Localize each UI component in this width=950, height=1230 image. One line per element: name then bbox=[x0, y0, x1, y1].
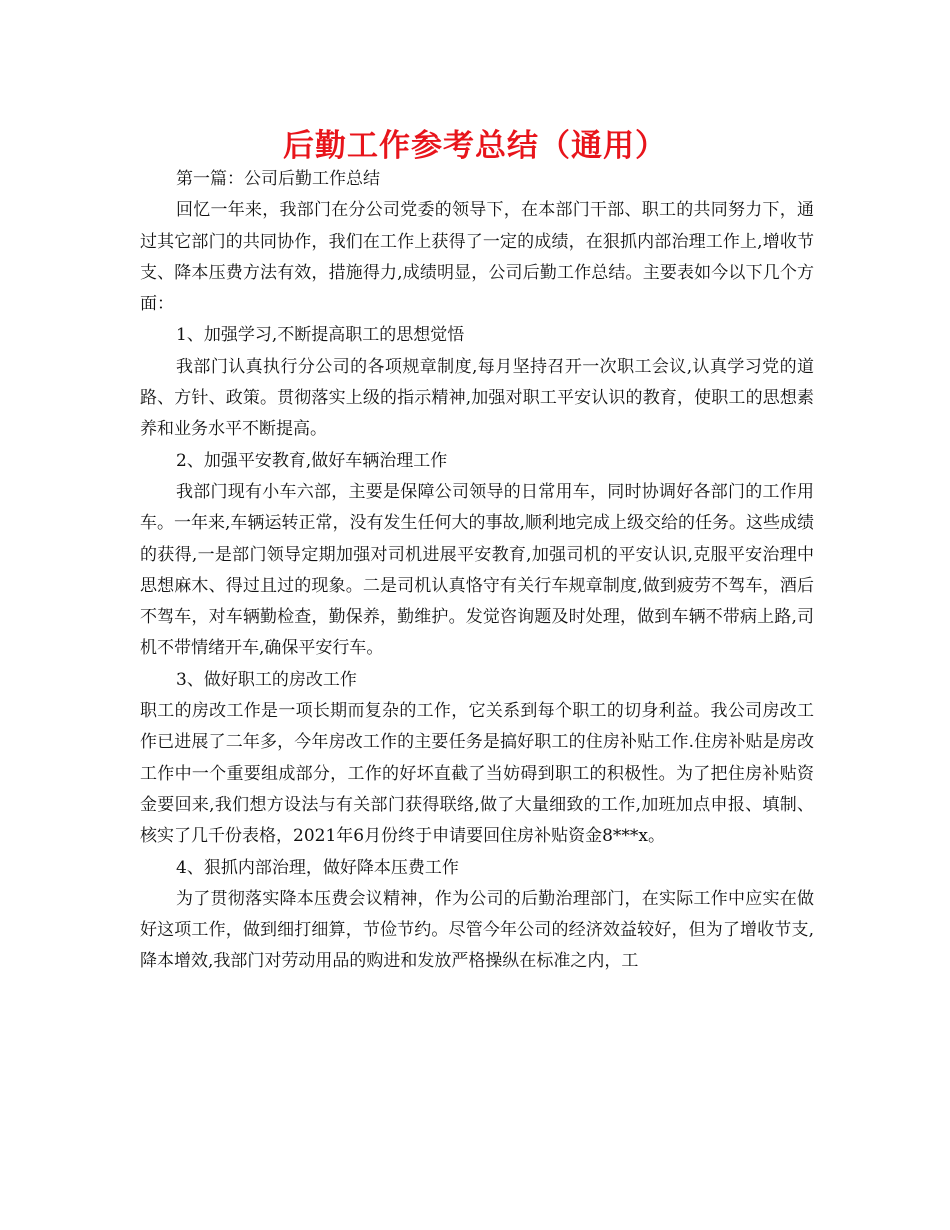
subheading-housing: 3、做好职工的房改工作 bbox=[176, 669, 357, 690]
safety-paragraph: 我部门现有小车六部，主要是保障公司领导的日常用车，同时协调好各部门的工作用车。一年来,车辆运转正常，没有发生任何大的事故,顺利地完成上级交给的任务。这些成绩的获得,一是部门领导定期加强对司机进展平安教育,加强司机的平安认识,克服平安治理中思想麻木、得过且过的现象。二是司机认真恪守有关行车规章制度,做到疲劳不驾车，酒后不驾车，对车辆勤检查，勤保养，勤维护。发觉咨询题及时处理，做到车辆不带病上路,司机不带情绪开车,确保平安行车。 bbox=[140, 481, 814, 659]
section-heading-part-one: 第一篇：公司后勤工作总结 bbox=[176, 169, 380, 189]
subheading-safety: 2、加强平安教育,做好车辆治理工作 bbox=[176, 450, 448, 471]
subheading-cost: 4、狠抓内部治理，做好降本压费工作 bbox=[176, 857, 459, 878]
housing-paragraph: 职工的房改工作是一项长期而复杂的工作，它关系到每个职工的切身利益。我公司房改工作已进展了二年多，今年房改工作的主要任务是搞好职工的住房补贴工作.住房补贴是房改工作中一个重要组成部分，工作的好坏直截了当妨碍到职工的积极性。为了把住房补贴资金要回来,我们想方设法与有关部门获得联络,做了大量细致的工作,加班加点申报、填制、核实了几千份表格，2021年6月份终于申请要回住房补贴资金8***x。 bbox=[140, 701, 814, 847]
document-title: 后勤工作参考总结（通用） bbox=[283, 128, 667, 164]
document-body bbox=[140, 164, 814, 978]
cost-paragraph: 为了贯彻落实降本压费会议精神，作为公司的后勤治理部门，在实际工作中应实在做好这项工作，做到细打细算，节俭节约。尽管今年公司的经济效益较好，但为了增收节支,降本增效,我部门对劳动用品的购进和发放严格操纵在标准之内，工 bbox=[140, 888, 814, 972]
study-paragraph: 我部门认真执行分公司的各项规章制度,每月坚持召开一次职工会议,认真学习党的道路、方针、政策。贯彻落实上级的指示精神,加强对职工平安认识的教育，使职工的思想素养和业务水平不断提高。 bbox=[140, 356, 814, 440]
subheading-study: 1、加强学习,不断提高职工的思想觉悟 bbox=[176, 325, 465, 346]
intro-paragraph: 回忆一年来，我部门在分公司党委的领导下，在本部门干部、职工的共同努力下，通过其它部门的共同协作，我们在工作上获得了一定的成绩，在狠抓内部治理工作上,增收节支、降本压费方法有效，措施得力,成绩明显，公司后勤工作总结。主要表如今以下几个方面： bbox=[140, 200, 814, 315]
